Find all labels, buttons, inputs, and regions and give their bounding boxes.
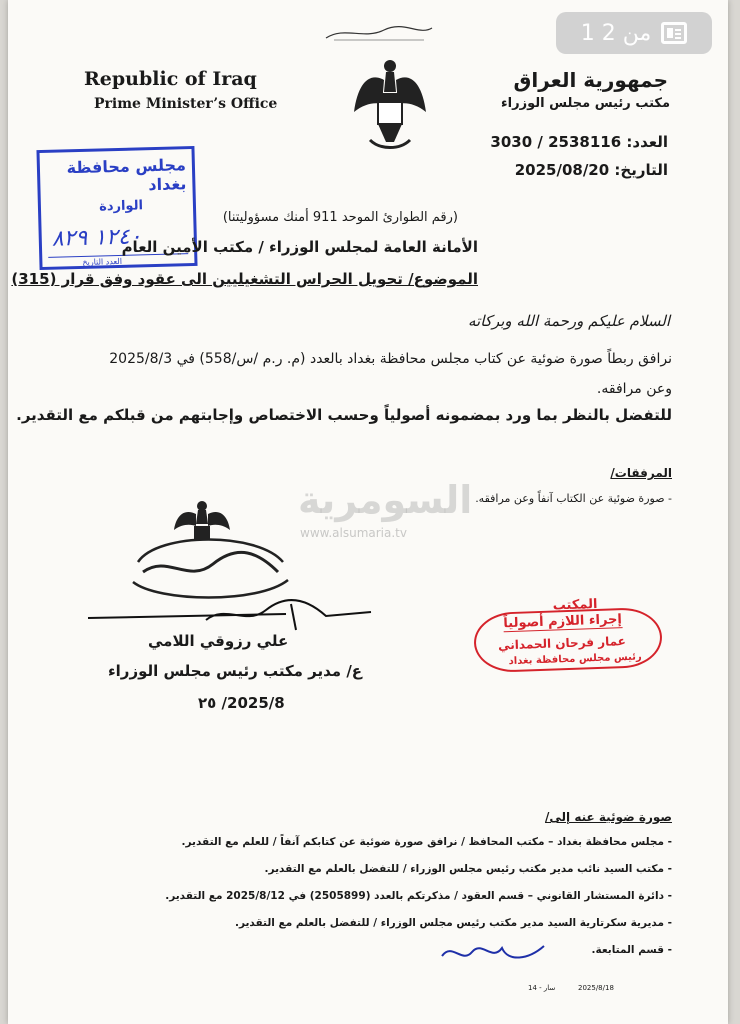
body-line-1: نرافق ربطاً صورة ضوئية عن كتاب مجلس محافظة بغداد بالعدد (م. ر.م /س/558) في 2025/8/3: [109, 351, 672, 367]
page-counter[interactable]: [556, 12, 712, 54]
footer-date: 2025/8/18: [578, 984, 614, 992]
attachments-item: - صورة ضوئية عن الكتاب آنفاً وعن مرافقه.: [475, 492, 672, 505]
basmala-calligraphy: [324, 22, 434, 44]
cc-item: - مجلس محافظة بغداد – مكتب المحافظ / نرافق صورة ضوئية عن كتابكم آنفاً / للعلم مع التقدير.: [181, 836, 672, 848]
cc-item: - مكتب السيد نائب مدير مكتب رئيس مجلس الوزراء / للتفضل بالعلم مع التقدير.: [264, 863, 672, 875]
blue-stamp-subtitle: الواردة: [98, 198, 144, 215]
reference-number: العدد: 2538116 / 3030: [490, 133, 668, 151]
red-stamp-top: المكتب: [552, 596, 598, 614]
red-stamp-line1: إجراء اللازم أصولياً: [503, 612, 623, 632]
office-seal: [118, 492, 298, 612]
subject-line: الموضوع/ تحويل الحراس التشغيليين الى عقود وفق قرار (315): [11, 270, 478, 288]
header-en-title: Republic of Iraq: [84, 68, 257, 90]
blue-stamp-labels: العدد التاريخ: [82, 256, 123, 267]
signatory-name: علي رزوقي اللامي: [148, 632, 289, 650]
signatory-title: ع/ مدير مكتب رئيس مجلس الوزراء: [108, 662, 363, 680]
red-stamp-line2: عمار فرحان الحمداني: [497, 634, 627, 653]
page-counter-label: 1 من 2: [580, 20, 652, 46]
red-stamp: [473, 597, 666, 684]
header-ar-subtitle: مكتب رئيس مجلس الوزراء: [501, 96, 670, 111]
footer-code: سار - 14: [528, 984, 556, 992]
cc-item: - دائرة المستشار القانوني – قسم العقود / مذكرتكم بالعدد (2505899) في 2025/8/12 مع التقدير.: [165, 890, 672, 902]
watermark-url: www.alsumaria.tv: [300, 526, 407, 540]
body-line-1b: وعن مرافقه.: [596, 381, 672, 397]
cc-heading: صورة ضوئية عنه إلى/: [545, 810, 672, 824]
greeting: السلام عليكم ورحمة الله وبركاته: [468, 312, 670, 330]
emergency-note: (رقم الطوارئ الموحد 911 أمنك مسؤوليتنا): [222, 210, 458, 225]
attachments-heading: المرفقات/: [610, 466, 672, 480]
red-stamp-line3: رئيس مجلس محافظة بغداد: [508, 651, 642, 668]
document-date: التاريخ: 2025/08/20: [514, 161, 668, 179]
blue-stamp-title: مجلس محافظة بغداد: [66, 155, 187, 195]
addressee: الأمانة العامة لمجلس الوزراء / مكتب الأمين العام: [121, 238, 478, 256]
cc-list: [72, 836, 672, 971]
blue-stamp-number: ١٢٤٠ ٨٢٩: [51, 224, 142, 252]
handwritten-signature: [86, 596, 376, 636]
cc-item: - قسم المتابعة.: [591, 944, 672, 956]
body-paragraph: [82, 344, 672, 404]
watermark-logo: السومرية: [298, 478, 473, 522]
iraq-eagle-emblem: [350, 52, 430, 154]
body-request: للتفضل بالنظر بما ورد بمضمونه أصولياً وحسب الاختصاص وإجابتهم من قبلكم مع التقدير.: [16, 406, 672, 424]
blue-handwritten-initials: [438, 938, 548, 968]
cc-item: - مديرية سكرتارية السيد مدير مكتب رئيس مجلس الوزراء / للتفضل بالعلم مع التقدير.: [234, 917, 672, 929]
header-ar-title: جمهورية العراق: [513, 68, 668, 92]
signature-date: 2025/8/ ٢٥: [198, 694, 285, 712]
book-view-icon[interactable]: [661, 22, 687, 44]
document-page: [8, 0, 728, 1024]
header-en-subtitle: Prime Minister’s Office: [94, 96, 278, 112]
